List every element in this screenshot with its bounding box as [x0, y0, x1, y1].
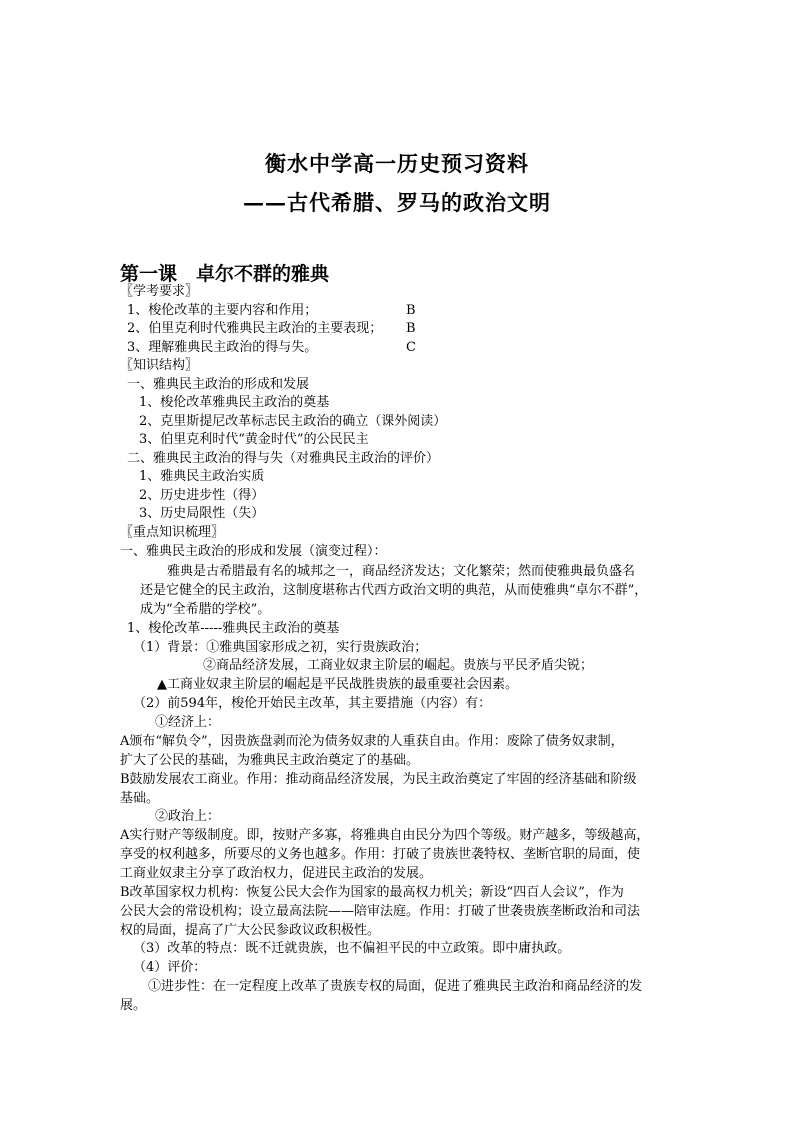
document-subtitle: ——古代希腊、罗马的政治文明 — [243, 190, 551, 215]
structure-line: 1、梭伦改革雅典民主政治的奠基 — [139, 395, 330, 410]
key-point-line: 基础。 — [120, 791, 160, 806]
key-point-line: 工商业奴隶主分享了政治权力，促进民主政治的发展。 — [120, 866, 433, 881]
key-point-line: ②商品经济发展，工商业奴隶主阶层的崛起。贵族与平民矛盾尖锐； — [203, 658, 594, 673]
requirement-item: 1、梭伦改革的主要内容和作用； — [127, 303, 318, 318]
key-point-line: （3）改革的特点：既不迁就贵族，也不偏袒平民的中立政策。即中庸执政。 — [133, 941, 571, 956]
requirement-item: 3、理解雅典民主政治的得与失。 — [127, 340, 318, 355]
structure-line: 1、雅典民主政治实质 — [139, 469, 265, 484]
key-point-line: A实行财产等级制度。即，按财产多寡，将雅典自由民分为四个等级。财产越多，等级越高， — [120, 828, 650, 843]
key-point-line: （2）前594年，梭伦开始民主改革，其主要措施（内容）有： — [133, 696, 492, 711]
key-point-line: B鼓励发展农工商业。作用：推动商品经济发展，为民主政治奠定了牢固的经济基础和阶级 — [120, 772, 637, 787]
structure-line: 3、历史局限性（失） — [139, 506, 265, 521]
key-point-line: 权的局面，提高了广大公民参政议政积极性。 — [120, 923, 381, 938]
structure-line: 一、雅典民主政治的形成和发展 — [127, 377, 310, 392]
key-point-line: B改革国家权力机构：恢复公民大会作为国家的最高权力机关；新设“四百人会议”，作为 — [120, 885, 624, 900]
lesson-title: 第一课 卓尔不群的雅典 — [120, 263, 330, 285]
key-point-line: 雅典是古希腊最有名的城邦之一，商品经济发达；文化繁荣；然而使雅典最负盛名 — [167, 564, 636, 579]
requirements-header: 〖学考要求〗 — [120, 284, 199, 299]
requirement-item: 2、伯里克利时代雅典民主政治的主要表现； — [127, 321, 383, 336]
key-point-line: 展。 — [120, 998, 147, 1013]
structure-line: 二、雅典民主政治的得与失（对雅典民主政治的评价） — [127, 451, 440, 466]
key-point-line: 公民大会的常设机构；设立最高法院——陪审法庭。作用：打破了世袭贵族垄断政治和司法 — [120, 904, 641, 919]
requirement-grade: C — [406, 340, 416, 355]
document-title: 衡水中学高一历史预习资料 — [265, 151, 529, 176]
structure-line: 2、克里斯提尼改革标志民主政治的确立（课外阅读） — [139, 414, 447, 429]
key-points-header: 〖重点知识梳理〗 — [120, 525, 225, 540]
requirement-grade: B — [406, 321, 416, 336]
key-point-line: 还是它健全的民主政治，这制度堪称古代西方政治文明的典范，从而使雅典“卓尔不群”， — [140, 583, 648, 598]
key-point-line: 成为“全希腊的学校”。 — [140, 602, 271, 617]
key-point-line: （1）背景：①雅典国家形成之初，实行贵族政治； — [133, 640, 428, 655]
key-point-line: 1、梭伦改革-----雅典民主政治的奠基 — [127, 621, 340, 636]
key-point-line: ①经济上： — [155, 715, 221, 730]
structure-line: 2、历史进步性（得） — [139, 488, 265, 503]
key-point-line: ②政治上： — [155, 809, 221, 824]
key-point-line: 一、雅典民主政治的形成和发展（演变过程）： — [120, 544, 387, 559]
structure-header: 〖知识结构〗 — [120, 358, 199, 373]
requirement-grade: B — [406, 303, 416, 318]
key-point-line: ▲工商业奴隶主阶层的崛起是平民战胜贵族的最重要社会因素。 — [157, 677, 518, 692]
structure-line: 3、伯里克利时代“黄金时代”的公民民主 — [139, 432, 369, 447]
key-point-line: A颁布“解负令”，因贵族盘剥而沦为债务奴隶的人重获自由。作用：废除了债务奴隶制， — [120, 734, 624, 749]
key-point-line: 享受的权利越多，所要尽的义务也越多。作用：打破了贵族世袭特权、垄断官职的局面，使 — [120, 847, 641, 862]
key-point-line: ①进步性：在一定程度上改革了贵族专权的局面，促进了雅典民主政治和商品经济的发 — [148, 979, 643, 994]
key-point-line: 扩大了公民的基础，为雅典民主政治奠定了的基础。 — [120, 753, 420, 768]
key-point-line: （4）评价： — [133, 960, 207, 975]
